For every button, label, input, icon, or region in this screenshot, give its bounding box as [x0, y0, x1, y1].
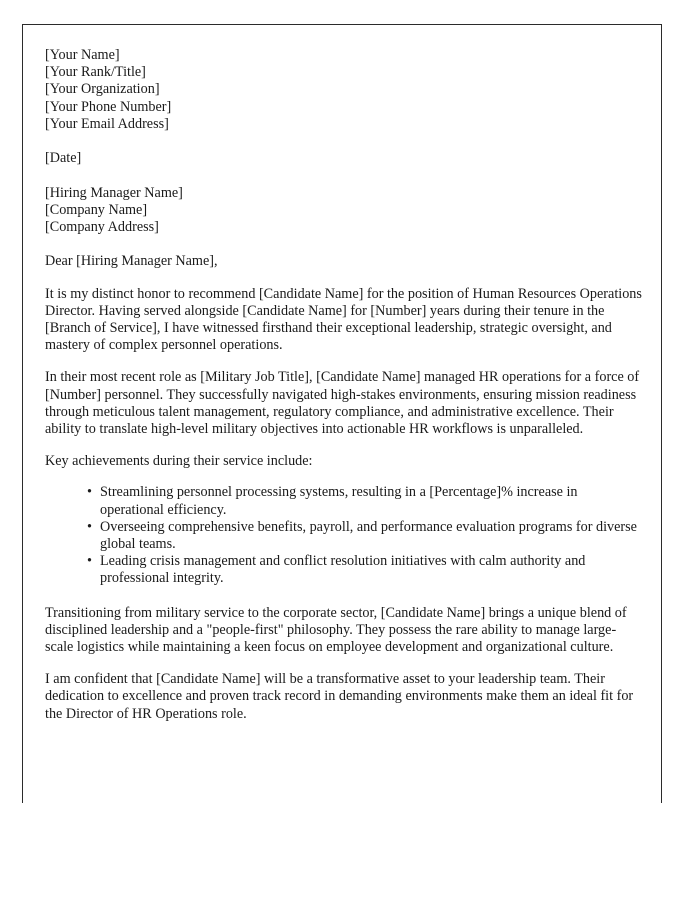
spacer	[45, 167, 643, 184]
sender-address-block	[45, 47, 643, 133]
list-item-text: Streamlining personnel processing systems, resulting in a [Percentage]% increase in operational efficiency.	[100, 484, 578, 518]
bullet-icon: •	[87, 553, 92, 570]
spacer	[45, 354, 643, 369]
recipient-company-name: [Company Name]	[45, 201, 148, 218]
bullet-icon: •	[87, 484, 92, 501]
sender-email: [Your Email Address]	[45, 115, 169, 132]
spacer	[45, 236, 643, 253]
spacer	[45, 656, 643, 671]
sender-name: [Your Name]	[45, 47, 120, 63]
spacer	[45, 470, 643, 484]
spacer	[45, 588, 643, 605]
recipient-address-block	[45, 185, 643, 237]
recipient-company-address: [Company Address]	[45, 219, 159, 235]
date-placeholder: [Date]	[45, 150, 82, 167]
document-page	[22, 24, 662, 803]
list-item	[87, 519, 643, 553]
body-paragraph-3: Transitioning from military service to the corporate sector, [Candidate Name] brings a unique blend of disciplined leadership and a "people-first" philosophy. They possess the rare ability to manage large-scale logistics while maintaining a keen focus on employee development and organizational culture.	[45, 604, 627, 656]
list-item	[87, 553, 643, 587]
body-paragraph-2: In their most recent role as [Military Job Title], [Candidate Name] managed HR operations for a force of [Number] personnel. They successfully navigated high-stakes environments, ensuring mission readiness through meticulous talent management, regulatory compliance, and administrative excellence. Their ability to translate high-level military objectives into actionable HR workflows is unparalleled.	[45, 369, 640, 438]
body-paragraph-1: It is my distinct honor to recommend [Candidate Name] for the position of Human Resources Operations Director. Having served alongside [Candidate Name] for [Number] years during their tenure in the [Branch of Service], I have witnessed firsthand their exceptional leadership, strategic oversight, and mastery of complex personnel operations.	[45, 285, 642, 354]
spacer	[45, 438, 643, 453]
date-block	[45, 150, 643, 167]
list-item-text: Overseeing comprehensive benefits, payroll, and performance evaluation programs for diverse global teams.	[100, 518, 637, 553]
recipient-manager-name: [Hiring Manager Name]	[45, 184, 183, 201]
spacer	[45, 271, 643, 286]
achievements-list	[45, 484, 643, 587]
body-paragraph-4: I am confident that [Candidate Name] will be a transformative asset to your leadership team. Their dedication to excellence and proven track record in demanding environments make them an ideal fit for the Director of HR Operations role.	[45, 671, 634, 722]
bullet-icon: •	[87, 518, 92, 535]
salutation-line: Dear [Hiring Manager Name],	[45, 253, 218, 270]
sender-organization: [Your Organization]	[45, 81, 160, 98]
letter-content	[45, 47, 643, 723]
sender-rank-title: [Your Rank/Title]	[45, 64, 146, 81]
list-item-text: Leading crisis management and conflict resolution initiatives with calm authority and professional integrity.	[100, 553, 586, 587]
list-item	[87, 484, 643, 518]
spacer	[45, 133, 643, 150]
achievements-intro: Key achievements during their service include:	[45, 453, 313, 470]
sender-phone: [Your Phone Number]	[45, 98, 172, 115]
